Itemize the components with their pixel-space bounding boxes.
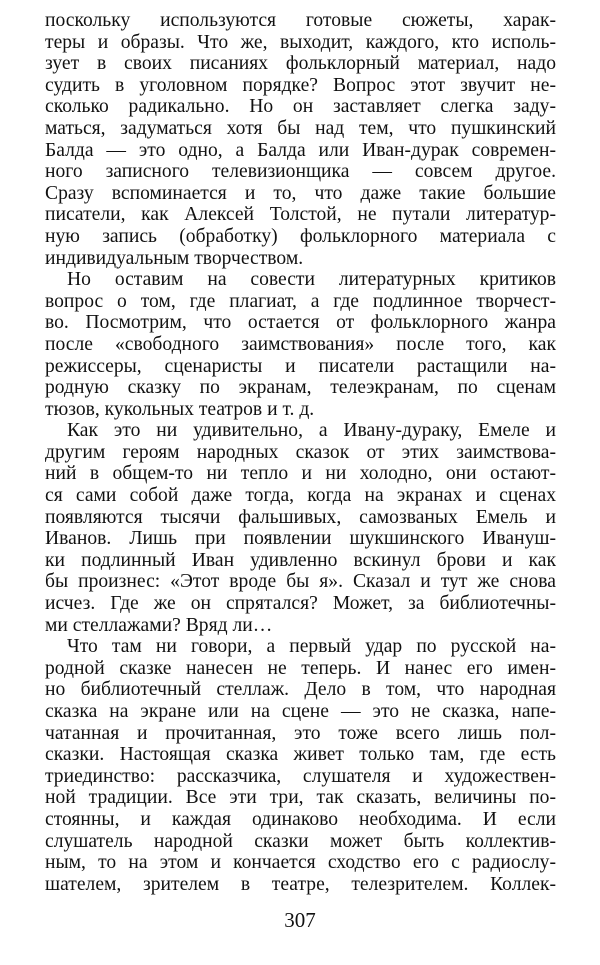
text-line: Сразу вспоминается и то, что даже такие большие <box>45 182 556 204</box>
text-line: ную запись (обработку) фольклорного материала с <box>45 225 556 247</box>
text-line: во. Посмотрим, что остается от фольклорного жанра <box>45 312 556 334</box>
text-line: Но оставим на совести литературных критиков <box>67 269 556 291</box>
text-line: Что там ни говори, а первый удар по русской на- <box>67 636 556 658</box>
text-line: ной традиции. Все эти три, так сказать, величины по- <box>45 787 556 809</box>
text-line: чатанная и прочитанная, это тоже всего лишь пол- <box>45 722 556 744</box>
text-line: ного записного телевизионщика — совсем другое. <box>45 161 556 183</box>
text-line: исчез. Где же он спрятался? Может, за библиотечны- <box>45 593 556 615</box>
text-line: ся сами собой даже тогда, когда на экранах и сценах <box>45 485 556 507</box>
text-line: Как это ни удивительно, а Ивану-дураку, Емеле и <box>67 420 556 442</box>
page-number: 307 <box>284 908 316 932</box>
page-body-text <box>45 10 556 895</box>
text-line: сказки. Настоящая сказка живет только там, где есть <box>45 744 556 766</box>
text-line: теры и образы. Что же, выходит, каждого, кто исполь- <box>45 31 556 53</box>
text-line: индивидуальным творчеством. <box>45 247 304 269</box>
text-line: другим героям народных сказок от этих заимствова- <box>45 441 556 463</box>
text-line: ки подлинный Иван удивленно вскинул брови и как <box>45 549 556 571</box>
text-line: Балда — это одно, а Балда или Иван-дурак современ- <box>45 139 556 161</box>
text-line: зует в своих писаниях фольклорный материал, надо <box>45 53 556 75</box>
text-line: шателем, зрителем в театре, телезрителем. Коллек- <box>45 873 556 895</box>
text-line: писатели, как Алексей Толстой, не путали литератур- <box>45 204 556 226</box>
paragraph <box>45 420 556 636</box>
text-line: сколько радикально. Но он заставляет слегка заду- <box>45 96 556 118</box>
text-line: вопрос о том, где плагиат, а где подлинное творчест- <box>45 290 556 312</box>
paragraph <box>45 10 556 269</box>
text-line: ным, то на этом и кончается сходство его с радиослу- <box>45 852 556 874</box>
text-line: Иванов. Лишь при появлении шукшинского Ивануш- <box>45 528 556 550</box>
paragraph <box>45 636 556 895</box>
text-line: маться, задуматься хотя бы над тем, что пушкинский <box>45 117 556 139</box>
text-line: тюзов, кукольных театров и т. д. <box>45 398 315 420</box>
text-line: бы произнес: «Этот вроде бы я». Сказал и тут же снова <box>45 571 556 593</box>
text-line: ми стеллажами? Вряд ли… <box>45 614 273 636</box>
text-line: родной сказке нанесен не теперь. И нанес его имен- <box>45 657 556 679</box>
text-line: родную сказку по экранам, телеэкранам, по сценам <box>45 377 556 399</box>
text-line: после «свободного заимствования» после того, как <box>45 333 556 355</box>
text-line: судить в уголовном порядке? Вопрос этот звучит не- <box>45 74 556 96</box>
text-line: триединство: рассказчика, слушателя и художествен- <box>45 765 556 787</box>
paragraph <box>45 269 556 420</box>
text-line: появляются тысячи фальшивых, самозваных Емель и <box>45 506 556 528</box>
text-line: слушатель народной сказки может быть коллектив- <box>45 830 556 852</box>
text-line: поскольку используются готовые сюжеты, харак- <box>45 10 556 31</box>
text-line: стоянны, и каждая одинаково необходима. И если <box>45 808 556 830</box>
text-line: ний в общем-то ни тепло и ни холодно, они остают- <box>45 463 556 485</box>
text-line: сказка на экране или на сцене — это не сказка, напе- <box>45 701 556 722</box>
text-line: режиссеры, сценаристы и писатели растащили на- <box>45 355 556 377</box>
text-line: но библиотечный стеллаж. Дело в том, что народная <box>45 679 556 701</box>
